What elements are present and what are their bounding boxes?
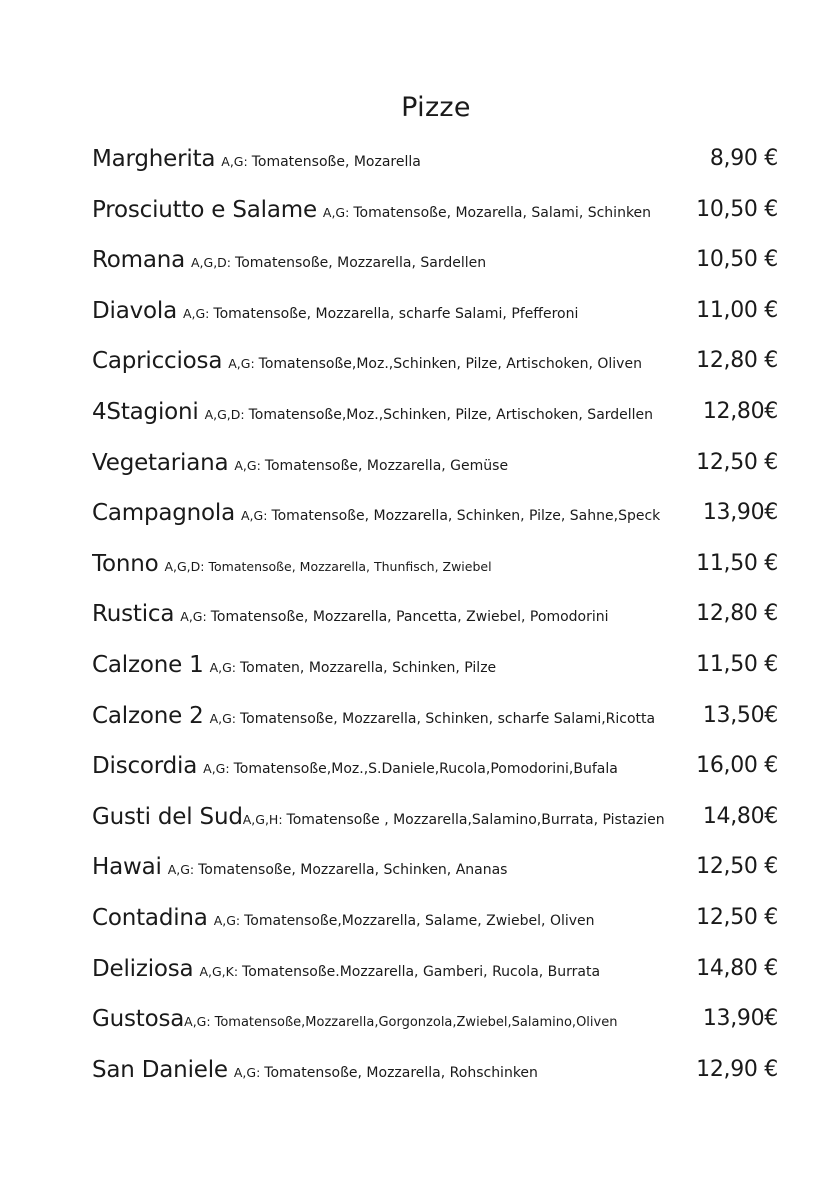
item-name: Prosciutto e Salame	[92, 196, 317, 223]
item-ingredients: Tomaten, Mozzarella, Schinken, Pilze	[240, 659, 497, 676]
item-price: 12,80 €	[696, 348, 778, 374]
item-allergens: A,G,D:	[164, 558, 205, 574]
item-name: Margherita	[92, 146, 216, 172]
item-name: Romana	[92, 247, 185, 274]
item-name: Hawai	[92, 854, 162, 881]
item-price: 14,80 €	[696, 955, 778, 981]
item-ingredients: Tomatensoße,Moz.,Schinken, Pilze, Artischoken, Oliven	[258, 356, 642, 373]
menu-item	[92, 899, 792, 950]
item-price: 16,00 €	[696, 753, 778, 779]
menu-list	[92, 140, 792, 1101]
menu-item	[92, 191, 792, 242]
menu-item	[92, 545, 792, 596]
menu-item	[92, 595, 792, 646]
item-ingredients: Tomatensoße, Mozzarella, Schinken, Pilze, Sahne,Speck	[271, 508, 661, 525]
item-name: Gusti del Sud	[92, 803, 243, 830]
menu-item	[92, 950, 792, 1001]
item-allergens: A,G:	[234, 457, 261, 473]
item-price: 12,50 €	[696, 904, 778, 930]
menu-item	[92, 646, 792, 697]
item-allergens: A,G:	[233, 1064, 261, 1080]
item-allergens: A,G:	[322, 204, 350, 220]
item-ingredients: Tomatensoße, Mozzarella, Gemüse	[264, 457, 509, 474]
menu-item	[92, 393, 792, 444]
item-ingredients: Tomatensoße, Mozzarella, Pancetta, Zwiebel, Pomodorini	[210, 609, 609, 626]
menu-item	[92, 798, 792, 849]
item-price: 13,90€	[702, 500, 778, 526]
menu-item	[92, 241, 792, 292]
item-allergens: A,G,D:	[204, 406, 245, 422]
item-name: Vegetariana	[92, 449, 229, 476]
item-name: Diavola	[92, 297, 177, 324]
menu-item	[92, 747, 792, 798]
menu-item	[92, 494, 792, 545]
item-name: Tonno	[92, 550, 159, 577]
item-allergens: A,G,H:	[242, 811, 283, 827]
item-allergens: A,G:	[241, 508, 268, 524]
item-ingredients: Tomatensoße, Mozzarella, Rohschinken	[264, 1064, 538, 1081]
item-name: Deliziosa	[92, 955, 194, 982]
item-ingredients: Tomatensoße,Moz.,Schinken, Pilze, Artischoken, Sardellen	[248, 406, 654, 423]
item-price: 14,80€	[702, 803, 778, 829]
item-name: Campagnola	[92, 500, 235, 527]
item-name: Calzone 1	[92, 651, 204, 678]
item-allergens: A,G:	[213, 912, 241, 928]
item-ingredients: Tomatensoße, Mozzarella, Schinken, scharfe Salami,Ricotta	[240, 710, 656, 727]
item-name: Gustosa	[92, 1006, 185, 1033]
item-name: Capricciosa	[92, 348, 223, 375]
menu-item	[92, 1051, 792, 1102]
item-allergens: A,G:	[209, 710, 236, 726]
item-price: 11,00 €	[696, 297, 778, 323]
menu-item	[92, 342, 792, 393]
item-allergens: A,G,D:	[191, 255, 232, 271]
item-allergens: A,G:	[209, 659, 236, 675]
item-ingredients: Tomatensoße,Mozzarella,Gorgonzola,Zwiebel,Salamino,Oliven	[214, 1015, 618, 1031]
item-name: San Daniele	[92, 1056, 228, 1083]
menu-item	[92, 848, 792, 899]
item-name: Discordia	[92, 753, 198, 780]
item-ingredients: Tomatensoße,Moz.,S.Daniele,Rucola,Pomodorini,Bufala	[233, 761, 618, 778]
item-price: 11,50 €	[696, 550, 778, 576]
item-price: 11,50 €	[696, 651, 778, 677]
item-allergens: A,G:	[167, 862, 195, 878]
item-ingredients: Tomatensoße , Mozzarella,Salamino,Burrata, Pistazien	[286, 811, 665, 828]
item-ingredients: Tomatensoße,Mozzarella, Salame, Zwiebel, Oliven	[244, 912, 595, 929]
item-ingredients: Tomatensoße, Mozzarella, Sardellen	[235, 255, 487, 272]
item-name: Calzone 2	[92, 702, 204, 729]
menu-item	[92, 292, 792, 343]
item-ingredients: Tomatensoße.Mozzarella, Gamberi, Rucola, Burrata	[242, 963, 601, 980]
item-allergens: A,G:	[203, 761, 230, 777]
item-name: Contadina	[92, 904, 208, 931]
item-price: 12,50 €	[696, 854, 778, 880]
item-allergens: A,G:	[221, 154, 248, 169]
item-ingredients: Tomatensoße, Mozzarella, Thunfisch, Zwiebel	[208, 558, 492, 574]
menu-item	[92, 1000, 792, 1051]
item-price: 12,90 €	[696, 1056, 778, 1082]
item-price: 10,50 €	[696, 196, 778, 222]
item-ingredients: Tomatensoße, Mozarella	[251, 154, 421, 170]
item-price: 12,80 €	[696, 601, 778, 627]
item-price: 10,50 €	[696, 247, 778, 273]
item-price: 13,90€	[702, 1006, 778, 1032]
item-ingredients: Tomatensoße, Mozzarella, scharfe Salami, Pfefferoni	[213, 305, 579, 322]
item-price: 8,90 €	[709, 146, 778, 171]
page-title: Pizze	[401, 92, 471, 123]
item-allergens: A,G:	[182, 305, 210, 321]
item-price: 12,50 €	[696, 449, 778, 475]
menu-item	[92, 444, 792, 495]
item-allergens: A,G:	[180, 609, 207, 625]
menu-item	[92, 697, 792, 748]
item-name: 4Stagioni	[92, 398, 199, 425]
item-name: Rustica	[92, 601, 175, 628]
item-ingredients: Tomatensoße, Mozarella, Salami, Schinken	[353, 204, 652, 221]
item-ingredients: Tomatensoße, Mozzarella, Schinken, Ananas	[198, 862, 508, 879]
item-allergens: A,G:	[228, 356, 255, 372]
item-allergens: A,G:	[184, 1014, 211, 1030]
item-allergens: A,G,K:	[199, 963, 239, 979]
menu-item	[92, 140, 792, 191]
item-price: 12,80€	[702, 398, 778, 424]
item-price: 13,50€	[702, 702, 778, 728]
